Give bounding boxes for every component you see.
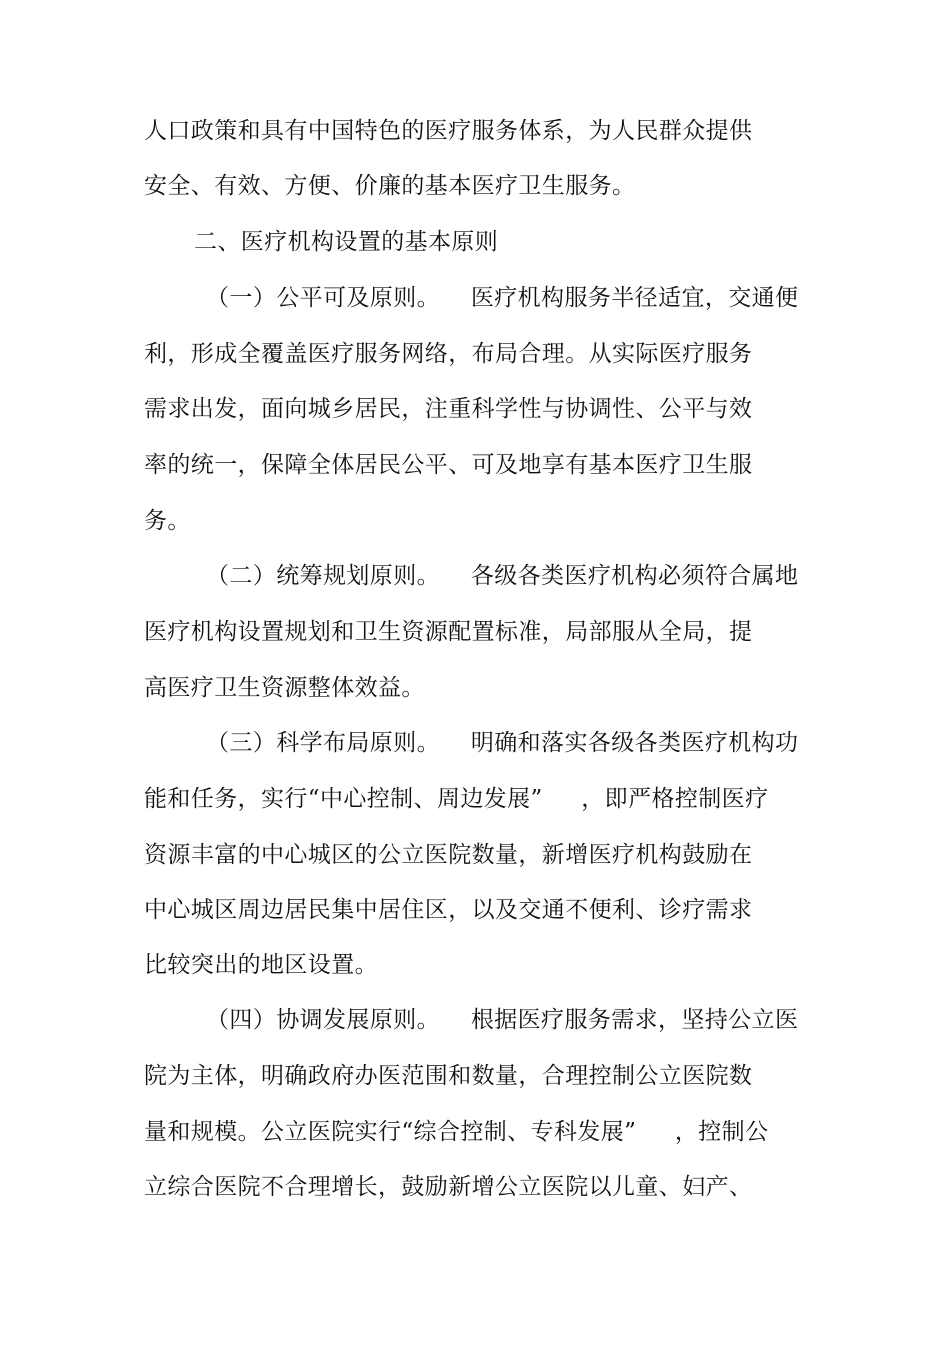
text-line-2: 安全、有效、方便、价廉的基本医疗卫生服务。 bbox=[144, 173, 636, 199]
principle-2-heading-line: （二）统筹规划原则。 各级各类医疗机构必须符合属地 bbox=[206, 563, 799, 589]
text-line-14: 资源丰富的中心城区的公立医院数量，新增医疗机构鼓励在 bbox=[144, 842, 753, 868]
principle-3-heading-line: （三）科学布局原则。 明确和落实各级各类医疗机构功 bbox=[206, 730, 799, 756]
text-line-11: 高医疗卫生资源整体效益。 bbox=[144, 675, 425, 701]
section-heading: 二、医疗机构设置的基本原则 bbox=[194, 229, 499, 255]
text-line-18: 院为主体，明确政府办医范围和数量，合理控制公立医院数 bbox=[144, 1063, 753, 1089]
text-line-10: 医疗机构设置规划和卫生资源配置标准，局部服从全局，提 bbox=[144, 619, 753, 645]
principle-1-heading-line: （一）公平可及原则。 医疗机构服务半径适宜，交通便 bbox=[206, 285, 799, 311]
text-line-13: 能和任务，实行“中心控制、周边发展” ，即严格控制医疗 bbox=[144, 786, 769, 812]
text-line-1: 人口政策和具有中国特色的医疗服务体系，为人民群众提供 bbox=[144, 118, 753, 144]
text-line-8: 务。 bbox=[144, 508, 191, 534]
text-line-19: 量和规模。公立医院实行“综合控制、专科发展” ，控制公 bbox=[144, 1119, 769, 1145]
text-line-15: 中心城区周边居民集中居住区，以及交通不便利、诊疗需求 bbox=[144, 897, 753, 923]
text-line-7: 率的统一，保障全体居民公平、可及地享有基本医疗卫生服 bbox=[144, 452, 753, 478]
text-line-5: 利，形成全覆盖医疗服务网络，布局合理。从实际医疗服务 bbox=[144, 341, 753, 367]
text-line-6: 需求出发，面向城乡居民，注重科学性与协调性、公平与效 bbox=[144, 396, 753, 422]
text-line-20: 立综合医院不合理增长，鼓励新增公立医院以儿童、妇产、 bbox=[144, 1174, 753, 1200]
principle-4-heading-line: （四）协调发展原则。 根据医疗服务需求，坚持公立医 bbox=[206, 1007, 799, 1033]
text-line-16: 比较突出的地区设置。 bbox=[144, 952, 378, 978]
